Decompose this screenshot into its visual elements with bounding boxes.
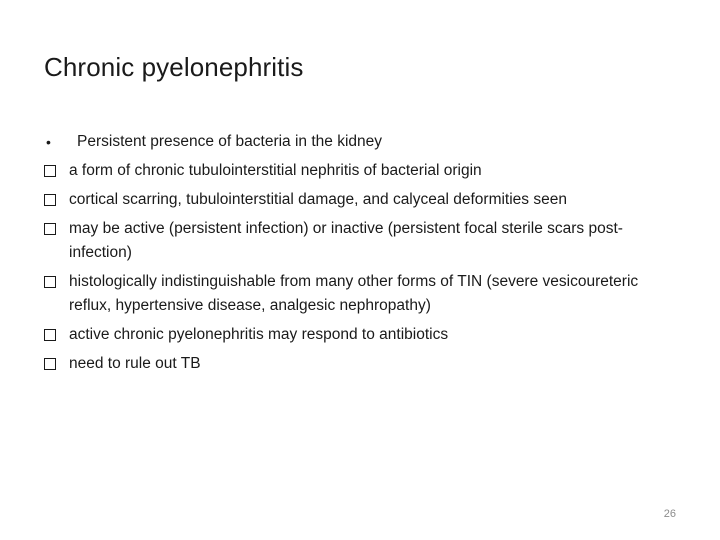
- list-item-text: Persistent presence of bacteria in the kidney: [77, 133, 383, 150]
- bullet-icon: •: [46, 134, 51, 150]
- list-item: [44, 270, 684, 318]
- checkbox-bullet-icon: [44, 217, 62, 243]
- list-item: [44, 217, 684, 265]
- list-item-text: need to rule out TB: [69, 355, 201, 372]
- slide-title: Chronic pyelonephritis: [44, 52, 304, 82]
- bullet-list: [44, 130, 684, 381]
- list-item: [44, 188, 684, 212]
- checkbox-bullet-icon: [44, 270, 62, 296]
- list-item-text: histologically indistinguishable from many other forms of TIN (severe vesicoureteric reflux, hypertensive disease, analgesic nephropathy): [69, 273, 639, 314]
- checkbox-bullet-icon: [44, 323, 62, 349]
- list-item-text: may be active (persistent infection) or inactive (persistent focal sterile scars post-infection): [69, 220, 623, 261]
- list-item-text: cortical scarring, tubulointerstitial damage, and calyceal deformities seen: [69, 191, 567, 208]
- page-number: 26: [663, 508, 676, 520]
- list-item-text: active chronic pyelonephritis may respond to antibiotics: [69, 326, 449, 343]
- checkbox-bullet-icon: [44, 352, 62, 378]
- list-item: [44, 130, 684, 154]
- list-item: [44, 159, 684, 183]
- list-item: [44, 323, 684, 347]
- checkbox-bullet-icon: [44, 188, 62, 214]
- list-item-text: a form of chronic tubulointerstitial nephritis of bacterial origin: [69, 162, 482, 179]
- list-item: [44, 352, 684, 376]
- checkbox-bullet-icon: [44, 159, 62, 185]
